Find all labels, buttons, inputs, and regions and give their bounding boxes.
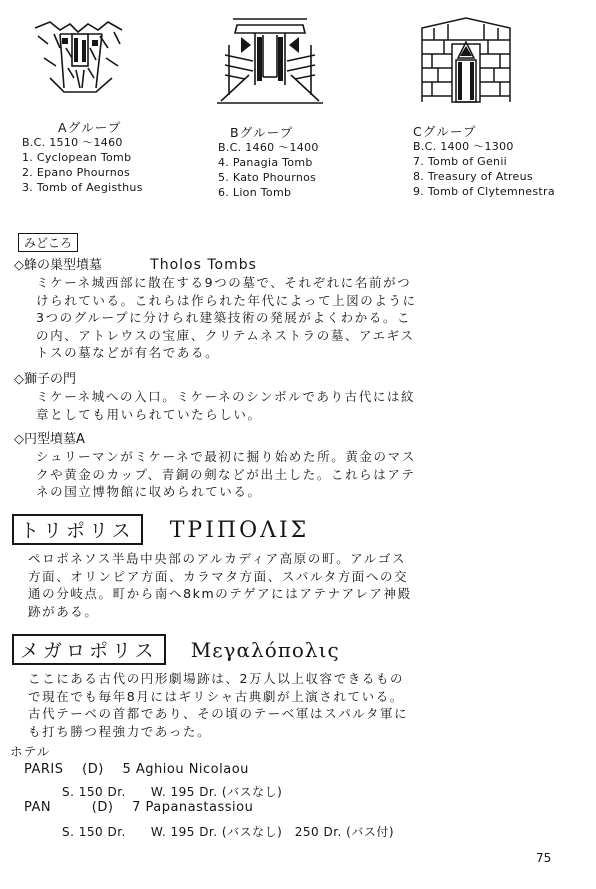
hotel-name: PAN (24, 800, 52, 815)
hotel-address: 5 Aghiou Nicolaou (122, 762, 249, 777)
tripolis-title (12, 514, 309, 545)
tomb-item: 6. Lion Tomb (218, 186, 292, 199)
tomb-item: 9. Tomb of Clytemnestra (413, 185, 555, 198)
tomb-item: 4. Panagia Tomb (218, 156, 313, 169)
group-period: B.C. 1510 ～1460 (22, 136, 123, 149)
page-number: 75 (536, 851, 552, 865)
hotels-label: ホテル (10, 744, 51, 759)
hotel-paris-prices: S. 150 Dr. W. 195 Dr. (バスなし) (62, 785, 283, 799)
tomb-group-a (22, 120, 212, 195)
lion-gate-heading: ◇獅子の門 (14, 372, 76, 387)
megalopolis-label: メガロポリス (12, 634, 166, 665)
megalopolis-title (12, 634, 340, 665)
tholos-tomb-illustration-c (418, 14, 514, 110)
hotel-name: PARIS (24, 762, 64, 777)
hotel-pan-prices: S. 150 Dr. W. 195 Dr. (バスなし) 250 Dr. (バス付) (62, 825, 395, 839)
hotel-pan (24, 800, 253, 815)
lion-gate-description: ミケーネ城への入口。ミケーネのシンボルであり古代には紋 章としても用いられていたらしい。 (36, 389, 416, 422)
tholos-tomb-illustration-b (215, 15, 325, 107)
tomb-item: 8. Treasury of Atreus (413, 170, 533, 183)
group-period: B.C. 1460 ～1400 (218, 141, 319, 154)
group-heading: Aグループ (58, 120, 122, 135)
grave-circle-heading: ◇円型墳墓A (14, 432, 85, 447)
mitokoro-label: みどころ (18, 232, 78, 252)
tomb-item: 7. Tomb of Genii (413, 155, 508, 168)
tomb-item: 5. Kato Phournos (218, 171, 317, 184)
group-heading: Cグループ (413, 124, 477, 139)
tomb-item: 3. Tomb of Aegisthus (22, 181, 143, 194)
megalopolis-description: ここにある古代の円形劇場跡は、2万人以上収容できるもの で現在でも毎年8月にはギリシャ古典劇が上演されている。 古代テーベの首都であり、その頃のテーベ軍はスパルタ軍に も打ち勝つ程強力であった。 (28, 671, 409, 739)
hotel-address: 7 Papanastassiou (132, 800, 254, 815)
grave-circle-description: シュリーマンがミケーネで最初に掘り始めた所。黄金のマス クや黄金のカップ、青銅の剣などが出土した。これらはアテ ネの国立博物館に収められている。 (36, 449, 416, 499)
tholos-title: ◇蜂の巣型墳墓 (14, 258, 102, 273)
group-heading: Bグループ (230, 125, 294, 140)
megalopolis-greek: Μεγαλόπολις (190, 638, 340, 662)
hotel-class: (D) (82, 762, 104, 777)
hotel-class: (D) (91, 800, 114, 815)
tomb-item: 1. Cyclopean Tomb (22, 151, 132, 164)
tholos-description: ミケーネ城西部に散在する9つの墓で、それぞれに名前がつ けられている。これらは作られた年代によって上図のように 3つのグループに分けられ建築技術の発展がよくわかる。こ の内、アトレウスの宝庫、クリテムネストラの墓、アエギス トスの墓などが有名である。 (36, 275, 417, 360)
tholos-heading (14, 254, 257, 273)
tripolis-label: トリポリス (12, 514, 143, 545)
tripolis-description: ペロポネソス半島中央部のアルカディア高原の町。アルゴス 方面、オリンピア方面、カラマタ方面、スパルタ方面への交 通の分岐点。町から南へ8kmのテゲアにはアテナアレア神殿 跡がある。 (28, 551, 412, 619)
tholos-subtitle: Tholos Tombs (150, 257, 257, 273)
tripolis-greek: TPIΠOΛIΣ (169, 518, 310, 543)
tomb-group-b (218, 125, 408, 200)
tomb-item: 2. Epano Phournos (22, 166, 131, 179)
hotel-paris (24, 762, 249, 777)
group-period: B.C. 1400 ～1300 (413, 140, 514, 153)
tomb-group-c (413, 124, 596, 199)
tholos-tomb-illustration-a (30, 18, 128, 100)
